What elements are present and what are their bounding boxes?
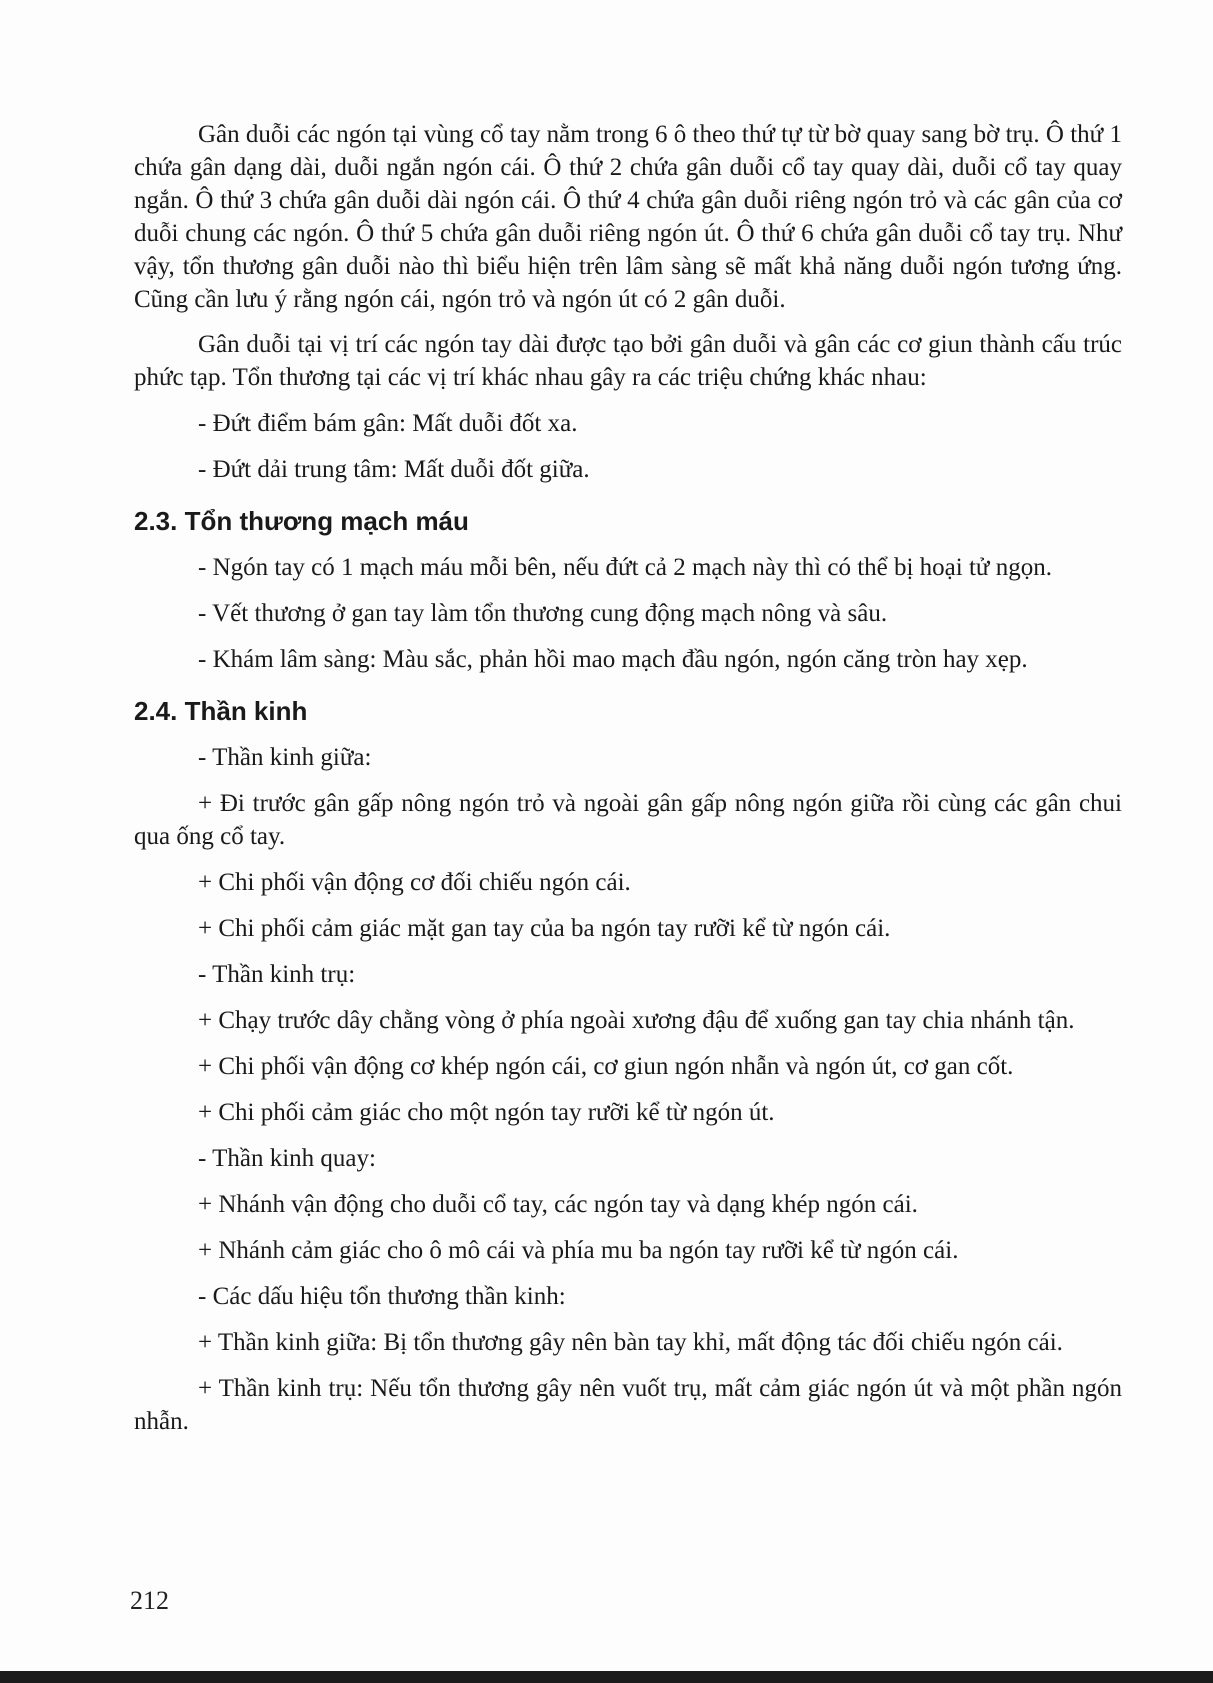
list-item: - Thần kinh quay: xyxy=(198,1145,376,1172)
list-item: + Thần kinh trụ: Nếu tổn thương gây nên vuốt trụ, mất cảm giác ngón út và một phần ngón nhẫn. xyxy=(134,1375,1122,1435)
list-item: + Thần kinh giữa: Bị tổn thương gây nên bàn tay khỉ, mất động tác đối chiếu ngón cái. xyxy=(198,1329,1063,1356)
list-item: - Đứt dải trung tâm: Mất duỗi đốt giữa. xyxy=(198,456,590,483)
list-item: - Các dấu hiệu tổn thương thần kinh: xyxy=(198,1283,566,1310)
list-item: + Nhánh cảm giác cho ô mô cái và phía mu ba ngón tay rưỡi kể từ ngón cái. xyxy=(198,1237,959,1264)
section-heading-vascular-injury: 2.3. Tổn thương mạch máu xyxy=(134,506,469,536)
list-item: + Đi trước gân gấp nông ngón trỏ và ngoài gân gấp nông ngón giữa rồi cùng các gân chui qua ống cổ tay. xyxy=(134,790,1122,850)
list-item: - Vết thương ở gan tay làm tổn thương cung động mạch nông và sâu. xyxy=(198,600,888,627)
list-item: + Chạy trước dây chằng vòng ở phía ngoài xương đậu để xuống gan tay chia nhánh tận. xyxy=(198,1007,1075,1034)
page-number: 212 xyxy=(130,1586,169,1615)
scan-bottom-edge xyxy=(0,1671,1213,1683)
paragraph-extensor-tendon-compartments: Gân duỗi các ngón tại vùng cổ tay nằm trong 6 ô theo thứ tự từ bờ quay sang bờ trụ. Ô thứ 1 chứa gân dạng dài, duỗi ngắn ngón cái. Ô thứ 2 chứa gân duỗi cổ tay quay dài, duỗi cổ tay quay ngắn. Ô thứ 3 chứa gân duỗi dài ngón cái. Ô thứ 4 chứa gân duỗi riêng ngón trỏ và các gân của cơ duỗi chung các ngón. Ô thứ 5 chứa gân duỗi riêng ngón út. Ô thứ 6 chứa gân duỗi cổ tay trụ. Như vậy, tổn thương gân duỗi nào thì biểu hiện trên lâm sàng sẽ mất khả năng duỗi ngón tương ứng. Cũng cần lưu ý rằng ngón cái, ngón trỏ và ngón út có 2 gân duỗi. xyxy=(134,121,1122,313)
list-item: + Chi phối vận động cơ đối chiếu ngón cái. xyxy=(198,869,631,896)
list-item: + Chi phối cảm giác cho một ngón tay rưỡi kể từ ngón út. xyxy=(198,1099,775,1126)
list-item: + Nhánh vận động cho duỗi cổ tay, các ngón tay và dạng khép ngón cái. xyxy=(198,1191,918,1218)
list-item: + Chi phối cảm giác mặt gan tay của ba ngón tay rưỡi kể từ ngón cái. xyxy=(198,915,891,942)
list-item: - Khám lâm sàng: Màu sắc, phản hồi mao mạch đầu ngón, ngón căng tròn hay xẹp. xyxy=(198,646,1028,673)
page-content xyxy=(134,118,1122,1438)
paragraph-extensor-tendon-fingers: Gân duỗi tại vị trí các ngón tay dài được tạo bởi gân duỗi và gân các cơ giun thành cấu trúc phức tạp. Tổn thương tại các vị trí khác nhau gây ra các triệu chứng khác nhau: xyxy=(134,331,1122,391)
list-item: - Đứt điểm bám gân: Mất duỗi đốt xa. xyxy=(198,410,578,437)
section-heading-nerves: 2.4. Thần kinh xyxy=(134,696,308,726)
list-item: - Thần kinh trụ: xyxy=(198,961,356,988)
list-item: - Ngón tay có 1 mạch máu mỗi bên, nếu đứt cả 2 mạch này thì có thể bị hoại tử ngọn. xyxy=(198,554,1052,581)
list-item: + Chi phối vận động cơ khép ngón cái, cơ giun ngón nhẫn và ngón út, cơ gan cốt. xyxy=(198,1053,1014,1080)
list-item: - Thần kinh giữa: xyxy=(198,744,372,771)
